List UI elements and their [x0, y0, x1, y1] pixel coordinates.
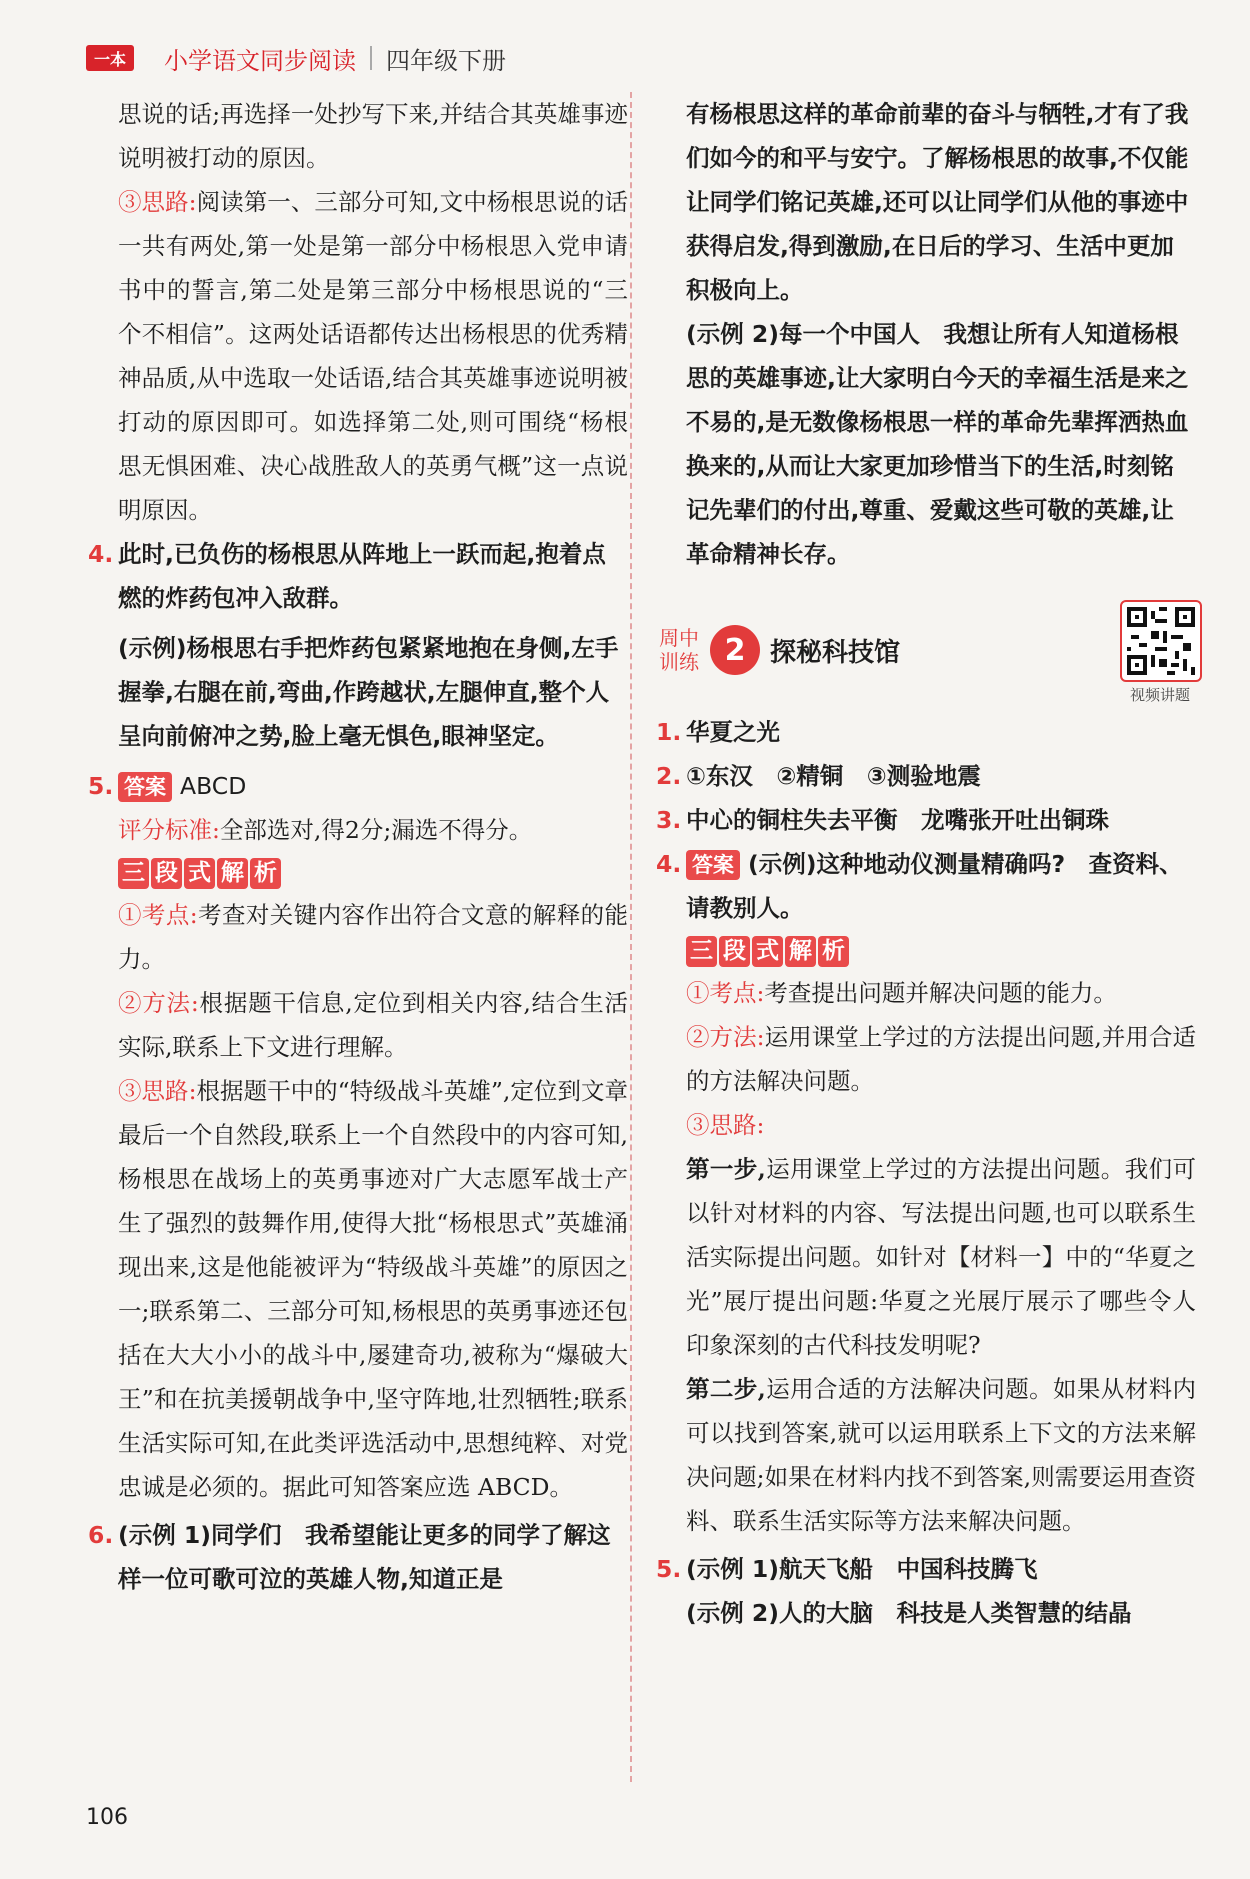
analysis-text: 根据题干中的“特级战斗英雄”,定位到文章最后一个自然段,联系上一个自然段中的内容可知,杨根思在战场上的英勇事迹对广大志愿军战士产生了强烈的鼓舞作用,使得大批“杨根思式”英雄涌现出来,这是他能被评为“特级战斗英雄”的原因之一;联系第二、三部分可知,杨根思的英勇事迹还包括在大大小小的战斗中,屡建奇功,被称为“爆破大王”和在抗美援朝战争中,坚守阵地,壮烈牺牲;联系生活实际可知,在此类评选活动中,思想纯粹、对党忠诚是必须的。据此可知答案应选 ABCD。 — [118, 1077, 628, 1501]
answer-content: 此时,已负伤的杨根思从阵地上一跃而起,抱着点燃的炸药包冲入敌群。 — [118, 540, 606, 612]
banner-char: 段 — [151, 858, 182, 889]
question-6 — [88, 1513, 628, 1601]
step-text: 运用合适的方法解决问题。如果从材料内可以找到答案,就可以运用联系上下文的方法来解决问题;如果在材料内找不到答案,则需要运用查资料、联系生活实际等方法来解决问题。 — [686, 1375, 1196, 1535]
example-answer: (示例 2)每一个中国人 我想让所有人知道杨根思的英雄事迹,让大家明白今天的幸福生活是来之不易的,是无数像杨根思一样的革命先辈挥洒热血换来的,从而让大家更加珍惜当下的生活,时刻铭记先辈们的付出,尊重、爱戴这些可敬的英雄,让革命精神长存。 — [686, 320, 1189, 568]
example-answer: (示例)杨根思右手把炸药包紧紧地抱在身侧,左手握拳,右腿在前,弯曲,作跨越状,左腿伸直,整个人呈向前俯冲之势,脸上毫无惧色,眼神坚定。 — [118, 634, 619, 750]
question-number: 2. — [656, 762, 682, 790]
answer-continuation: 有杨根思这样的革命前辈的奋斗与牺牲,才有了我们如今的和平与安宁。了解杨根思的故事,不仅能让同学们铭记英雄,还可以让同学们从他的事迹中获得启发,得到激励,在日后的学习、生活中更加积极向上。 — [686, 100, 1189, 304]
analysis-text: 考查提出问题并解决问题的能力。 — [764, 979, 1117, 1007]
label: 评分标准: — [118, 816, 220, 844]
banner-char: 式 — [184, 858, 215, 889]
paragraph: 思说的话;再选择一处抄写下来,并结合其英雄事迹说明被打动的原因。 — [118, 100, 628, 172]
analysis-point — [118, 893, 628, 981]
question-5 — [88, 764, 629, 1509]
banner-char: 解 — [217, 858, 248, 889]
step-two — [686, 1367, 1196, 1543]
answer-3 — [656, 798, 1196, 842]
answer-content: 中心的铜柱失去平衡 龙嘴张开吐出铜珠 — [686, 806, 1109, 834]
answer-content: (示例 1)同学们 我希望能让更多的同学了解这样一位可歌可泣的英雄人物,知道正是 — [118, 1521, 611, 1593]
analysis-point — [686, 971, 1196, 1015]
banner-char: 三 — [118, 858, 149, 889]
question-number: 4. — [88, 540, 114, 568]
analysis-approach — [686, 1103, 1196, 1147]
banner-char: 析 — [250, 858, 281, 889]
scoring-criteria — [118, 808, 628, 852]
label: ②方法: — [686, 1023, 765, 1051]
answer-4 — [656, 842, 1196, 930]
step-one — [686, 1147, 1196, 1367]
answer-content: ①东汉 ②精铜 ③测验地震 — [686, 762, 981, 790]
answer-value: ABCD — [180, 772, 247, 800]
banner-char: 三 — [686, 936, 717, 967]
label: ①考点: — [686, 979, 765, 1007]
answer-1 — [656, 710, 1196, 754]
analysis-method — [686, 1015, 1196, 1103]
label: ③思路: — [686, 1111, 765, 1139]
banner-char: 式 — [752, 936, 783, 967]
question-number: 3. — [656, 806, 682, 834]
answer-text — [88, 532, 628, 620]
qr-caption: 视频讲题 — [1129, 686, 1190, 704]
three-step-analysis-banner — [118, 858, 283, 889]
left-column — [88, 92, 629, 1601]
grade-label: 四年级下册 — [386, 46, 506, 75]
analysis-approach — [118, 180, 628, 532]
question-4 — [88, 532, 628, 758]
column-divider — [630, 92, 632, 1782]
analysis-text: 考查对关键内容作出符合文意的解释的能力。 — [118, 901, 629, 973]
right-column — [656, 92, 1196, 1635]
step-text: 运用课堂上学过的方法提出问题。我们可以针对材料的内容、写法提出问题,也可以联系生活实际提出问题。如针对【材料一】中的“华夏之光”展厅提出问题:华夏之光展厅展示了哪些令人印象深刻的古代科技发明呢? — [686, 1155, 1196, 1359]
answer-content: (示例)这种地动仪测量精确吗? 查资料、请教别人。 — [686, 850, 1183, 922]
question-number: 6. — [88, 1521, 114, 1549]
answer-text — [88, 1513, 628, 1601]
answer-content: (示例 1)航天飞船 中国科技腾飞 — [686, 1555, 1038, 1583]
answer-2 — [656, 754, 1196, 798]
analysis-approach — [118, 1069, 628, 1509]
unit-title: 探秘科技馆 — [770, 637, 901, 668]
answer-5 — [656, 1547, 1196, 1591]
label: ②方法: — [118, 989, 199, 1017]
question-number: 4. — [656, 850, 682, 878]
step-label: 第二步, — [686, 1375, 766, 1403]
three-step-analysis-banner — [686, 936, 851, 967]
publisher-logo: 一本 — [86, 45, 134, 71]
scoring-text: 全部选对,得2分;漏选不得分。 — [219, 816, 533, 844]
answer-line — [88, 764, 628, 808]
page-number: 106 — [86, 1805, 128, 1830]
question-number: 1. — [656, 718, 682, 746]
unit-label: 周中训练 — [659, 626, 699, 674]
answer-tag: 答案 — [118, 772, 172, 802]
unit-number: 2 — [710, 625, 760, 675]
page-header — [86, 40, 506, 76]
analysis-text: 根据题干信息,定位到相关内容,结合生活实际,联系上下文进行理解。 — [118, 989, 628, 1061]
unit-header — [654, 600, 1196, 704]
banner-char: 段 — [719, 936, 750, 967]
analysis-text: 阅读第一、三部分可知,文中杨根思说的话一共有两处,第一处是第一部分中杨根思入党申请书中的誓言,第二处是第三部分中杨根思说的“三个不相信”。这两处话语都传达出杨根思的优秀精神品质,从中选取一处话语,结合其英雄事迹说明被打动的原因即可。如选择第二处,则可围绕“杨根思无惧困难、决心战胜敌人的英勇气概”这一点说明原因。 — [118, 188, 628, 524]
qr-code-icon[interactable] — [1120, 600, 1202, 682]
step-label: 第一步, — [686, 1155, 766, 1183]
answer-tag: 答案 — [686, 850, 740, 880]
question-number: 5. — [656, 1555, 682, 1583]
answer-content: 华夏之光 — [686, 718, 780, 746]
series-title: 小学语文同步阅读 — [164, 46, 356, 75]
banner-char: 解 — [785, 936, 816, 967]
qr-code[interactable] — [1120, 600, 1200, 705]
banner-char: 析 — [818, 936, 849, 967]
analysis-text: 运用课堂上学过的方法提出问题,并用合适的方法解决问题。 — [686, 1023, 1196, 1095]
label: ③思路: — [118, 188, 197, 216]
label: ③思路: — [118, 1077, 197, 1105]
answer-5-example-2: (示例 2)人的大脑 科技是人类智慧的结晶 — [686, 1599, 1132, 1627]
header-separator — [370, 46, 372, 70]
question-number: 5. — [88, 772, 114, 800]
label: ①考点: — [118, 901, 198, 929]
analysis-method — [118, 981, 628, 1069]
